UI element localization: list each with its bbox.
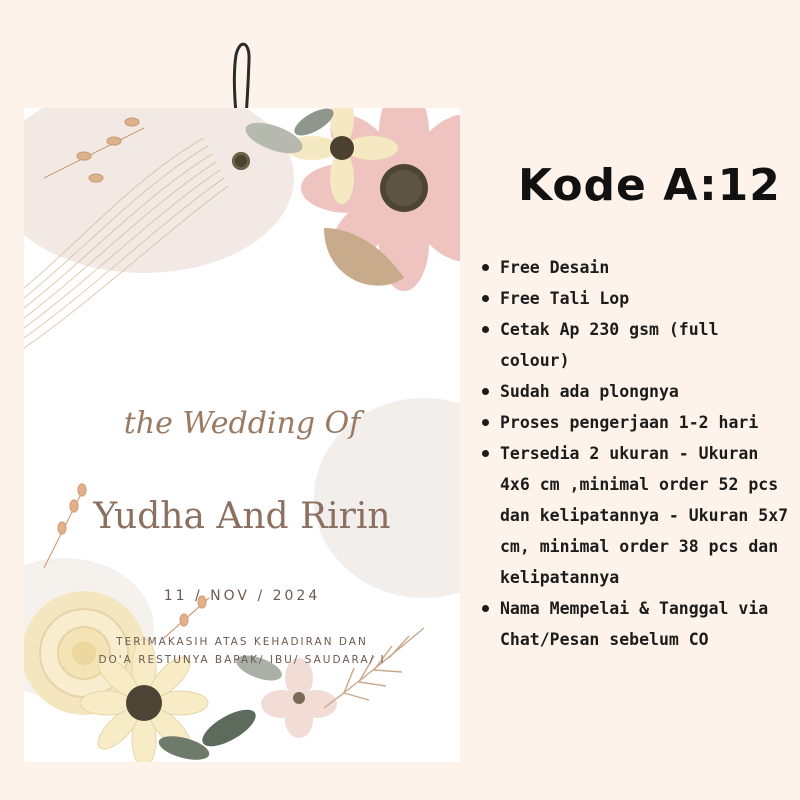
wedding-date: 11 / NOV / 2024 <box>163 588 321 604</box>
gift-tag-card <box>24 108 460 762</box>
feature-item: Tersedia 2 ukuran - Ukuran 4x6 cm ,minimal order 52 pcs dan kelipatannya - Ukuran 5x7 cm, minimal order 38 pcs dan kelipatannya <box>478 438 796 593</box>
feature-item: Sudah ada plongnya <box>478 376 796 407</box>
thank-you-line-2: DO'A RESTUNYA BAPAK/ IBU/ SAUDARA/ I <box>98 654 386 666</box>
thank-you-message <box>24 633 460 669</box>
couple-names: Yudha And Ririn <box>93 496 391 537</box>
feature-item: Free Tali Lop <box>478 283 796 314</box>
wedding-script-title: the Wedding Of <box>123 406 361 441</box>
feature-item: Cetak Ap 230 gsm (full colour) <box>478 314 796 376</box>
feature-item: Proses pengerjaan 1-2 hari <box>478 407 796 438</box>
product-code-title: Kode A:12 <box>518 160 781 211</box>
thank-you-line-1: TERIMAKASIH ATAS KEHADIRAN DAN <box>116 636 368 648</box>
feature-item: Free Desain <box>478 252 796 283</box>
tag-hole <box>232 152 250 170</box>
feature-list <box>478 252 796 655</box>
feature-item: Nama Mempelai & Tanggal via Chat/Pesan sebelum CO <box>478 593 796 655</box>
